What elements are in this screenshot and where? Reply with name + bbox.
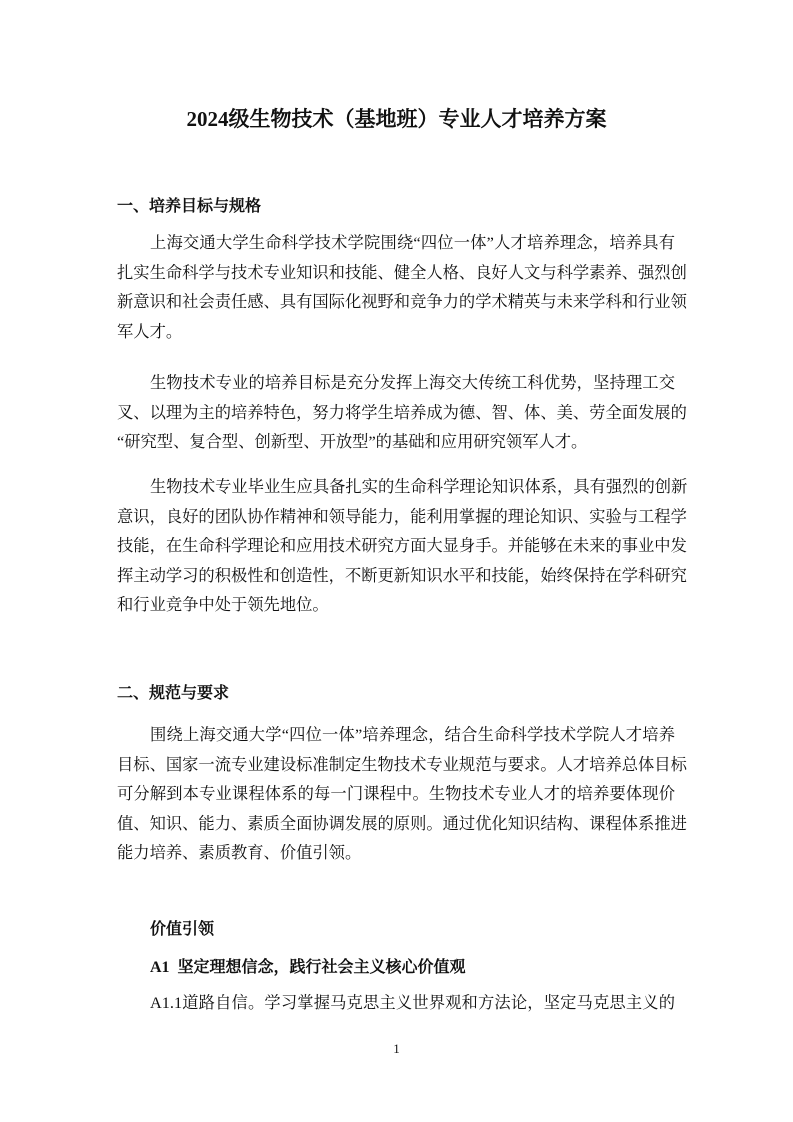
text-line: 上海交通大学生命科学技术学院围绕“四位一体”人才培养理念，培养具有 xyxy=(150,233,675,252)
text-line: 生物技术专业毕业生应具备扎实的生命科学理论知识体系，具有强烈的创新 xyxy=(150,477,688,496)
section-1-paragraph-2 xyxy=(117,368,687,457)
text-line: 扎实生命科学与技术专业知识和技能、健全人格、良好人文与科学素养、强烈创 xyxy=(117,262,687,282)
document-title: 2024级生物技术（基地班）专业人才培养方案 xyxy=(186,107,607,131)
section-1-paragraph-1 xyxy=(117,228,687,346)
text-line: 和行业竞争中处于领先地位。 xyxy=(117,595,329,614)
text-line: A1.1道路自信。学习掌握马克思主义世界观和方法论，坚定马克思主义的 xyxy=(150,993,675,1012)
text-line: 生物技术专业的培养目标是充分发挥上海交大传统工科优势，坚持理工交 xyxy=(150,373,675,392)
text-line: 军人才。 xyxy=(117,321,183,341)
page-number: 1 xyxy=(393,1041,400,1056)
section-2-heading: 二、规范与要求 xyxy=(117,685,230,702)
section-1-heading: 一、培养目标与规格 xyxy=(117,198,262,215)
text-line: 挥主动学习的积极性和创造性，不断更新知识水平和技能，始终保持在学科研究 xyxy=(117,565,687,585)
section-2-paragraph xyxy=(117,720,687,868)
text-line: 可分解到本专业课程体系的每一门课程中。生物技术专业人才的培养要体现价 xyxy=(117,784,675,803)
text-line: 值、知识、能力、素质全面协调发展的原则。通过优化知识结构、课程体系推进 xyxy=(117,813,687,833)
section-1-paragraph-3 xyxy=(117,472,688,620)
text-line: 能力培养、素质教育、价值引领。 xyxy=(117,843,362,862)
text-line: “研究型、复合型、创新型、开放型”的基础和应用研究领军人才。 xyxy=(117,432,588,451)
text-line: 目标、国家一流专业建设标准制定生物技术专业规范与要求。人才培养总体目标 xyxy=(117,754,687,774)
item-a1-heading: A1 坚定理想信念，践行社会主义核心价值观 xyxy=(150,959,466,976)
text-line: 新意识和社会责任感、具有国际化视野和竞争力的学术精英与未来学科和行业领 xyxy=(117,292,687,311)
value-guidance-heading: 价值引领 xyxy=(150,921,215,938)
item-a1-1-text xyxy=(117,988,675,1018)
text-line: 叉、以理为主的培养特色，努力将学生培养成为德、智、体、美、劳全面发展的 xyxy=(117,402,687,422)
text-line: 技能，在生命科学理论和应用技术研究方面大显身手。并能够在未来的事业中发 xyxy=(117,536,687,555)
text-line: 围绕上海交通大学“四位一体”培养理念，结合生命科学技术学院人才培养 xyxy=(150,725,675,744)
text-line: 意识，良好的团队协作精神和领导能力，能利用掌握的理论知识、实验与工程学 xyxy=(117,506,687,526)
